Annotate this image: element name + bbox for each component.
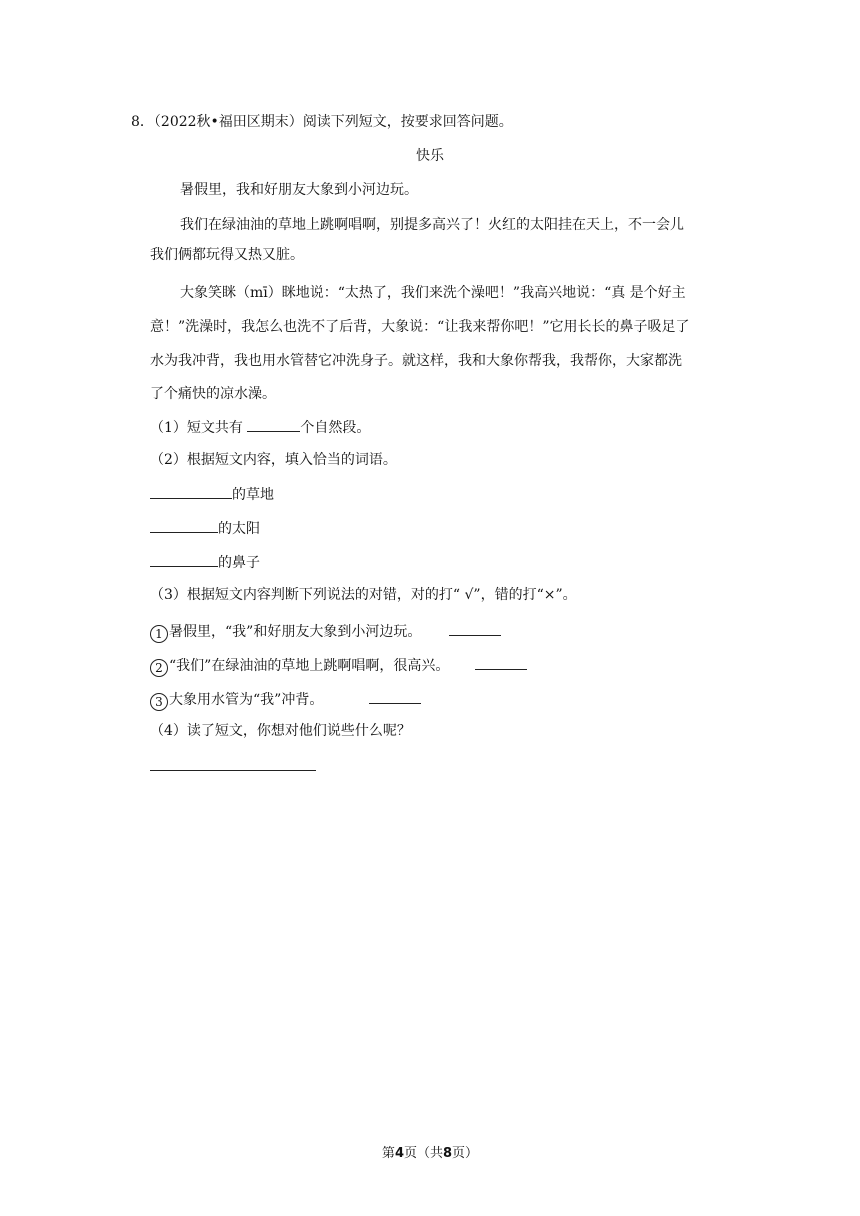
q4-answer-line[interactable]: [150, 756, 316, 776]
question-source: （2022秋•福田区期末）: [153, 114, 303, 130]
passage-line: 暑假里，我和好朋友大象到小河边玩。: [180, 182, 418, 198]
passage-line: 意！”洗澡时，我怎么也洗不了后背，大象说：“让我来帮你吧！”它用长长的鼻子吸足了: [150, 319, 690, 335]
passage-line: 大象笑眯（mī）眯地说：“太热了，我们来洗个澡吧！”我高兴地说：“真 是个好主: [180, 285, 686, 301]
q2-answer-blank[interactable]: [150, 552, 218, 567]
q3-answer-blank[interactable]: [475, 655, 527, 670]
passage-line: 我们俩都玩得又热又脏。: [150, 247, 304, 263]
passage-line: 我们在绿油油的草地上跳啊唱啊，别提多高兴了！火红的太阳挂在天上，不一会儿: [180, 217, 684, 233]
q2-item: [150, 518, 260, 538]
q4-answer-blank[interactable]: [150, 756, 316, 771]
q1-suffix: 个自然段。: [300, 420, 371, 436]
current-page: 4: [394, 1146, 404, 1161]
q3-item: [150, 689, 421, 711]
q1-prefix: （1）短文共有: [150, 420, 248, 436]
q3-item-text: 大象用水管为“我”冲背。: [169, 692, 324, 708]
circled-number-marker: 1: [150, 625, 168, 643]
q3-answer-blank[interactable]: [369, 689, 421, 704]
sub-question-4: （4）读了短文，你想对他们说些什么呢？: [150, 723, 411, 739]
passage-title: 快乐: [416, 148, 444, 164]
question-instruction: 阅读下列短文，按要求回答问题。: [302, 114, 513, 130]
circled-number-marker: 2: [150, 659, 168, 677]
q2-item-text: 的鼻子: [218, 555, 260, 571]
q2-item-text: 的太阳: [218, 521, 260, 537]
q2-item-text: 的草地: [232, 487, 274, 503]
circled-number-marker: 3: [150, 693, 168, 711]
question-number: 8．: [131, 114, 154, 130]
question-header: [131, 113, 513, 131]
q3-item-text: 暑假里，“我”和好朋友大象到小河边玩。: [169, 624, 422, 640]
sub-question-3: （3）根据短文内容判断下列说法的对错，对的打“ √”，错的打“×”。: [150, 587, 577, 603]
q2-answer-blank[interactable]: [150, 518, 218, 533]
q3-item: [150, 655, 527, 677]
q3-answer-blank[interactable]: [449, 621, 501, 636]
q3-item: [150, 621, 501, 643]
total-pages: 8: [443, 1146, 453, 1161]
q2-answer-blank[interactable]: [150, 484, 232, 499]
sub-question-2: （2）根据短文内容，填入恰当的词语。: [150, 452, 397, 468]
passage-line: 水为我冲背，我也用水管替它冲洗身子。就这样，我和大象你帮我，我帮你，大家都洗: [150, 353, 682, 369]
q2-item: [150, 552, 260, 572]
q1-answer-blank[interactable]: [247, 417, 300, 432]
page-footer: 第4页（共8页）: [381, 1146, 479, 1161]
passage-line: 了个痛快的凉水澡。: [150, 386, 276, 402]
q3-item-text: “我们”在绿油油的草地上跳啊唱啊，很高兴。: [169, 658, 450, 674]
sub-question-1: [150, 417, 370, 437]
q2-item: [150, 484, 274, 504]
